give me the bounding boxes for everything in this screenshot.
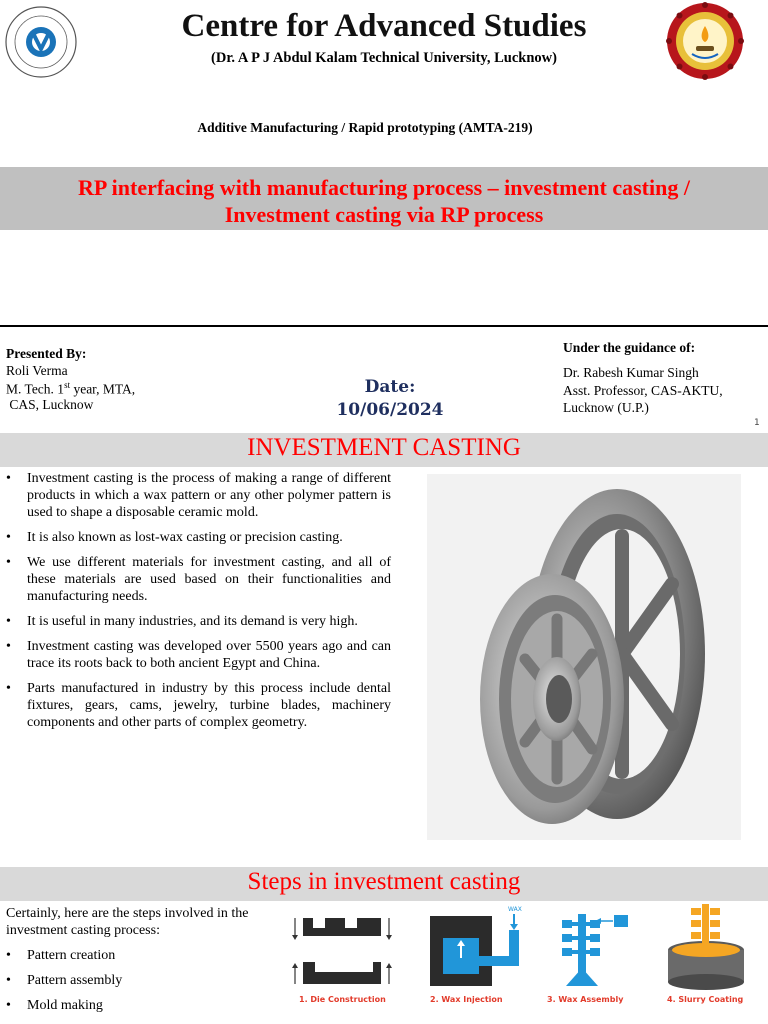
presenter-program-sup: st <box>64 380 71 390</box>
step-item: • Mold making <box>6 997 122 1022</box>
cast-wheel-photo <box>427 474 741 840</box>
step-caption: 1. Die Construction <box>299 995 386 1004</box>
step-item: • Pattern creation <box>6 947 122 972</box>
steps-list <box>6 947 122 1022</box>
wax-injection-icon <box>430 906 522 986</box>
university-subtitle: (Dr. A P J Abdul Kalam Technical University, Lucknow) <box>211 50 557 66</box>
section-title-steps: Steps in investment casting <box>247 868 521 895</box>
steps-intro-text: Certainly, here are the steps involved in the investment casting process: <box>6 906 249 938</box>
guide-heading: Under the guidance of: <box>563 340 696 355</box>
presenter-name: Roli Verma <box>6 363 68 378</box>
bullet-item: • It is also known as lost-wax casting or precision casting. <box>6 529 391 546</box>
guide-name: Dr. Rabesh Kumar Singh <box>563 365 699 380</box>
slide-title-line1: RP interfacing with manufacturing process – investment casting / <box>78 175 690 200</box>
step-item: • Pattern assembly <box>6 972 122 997</box>
bullet-item: • Parts manufactured in industry by this process include dental fixtures, gears, cams, jewelry, turbine blades, machinery components and other parts of complex geometry. <box>6 680 391 731</box>
presenter-program-rest: year, MTA, <box>70 381 136 397</box>
slide-title-line2: Investment casting via RP process <box>224 202 544 227</box>
step-caption: 4. Slurry Coating <box>667 995 744 1004</box>
guide-place: Lucknow (U.P.) <box>563 400 649 415</box>
date-label: Date: <box>364 377 416 397</box>
section-title-investment: INVESTMENT CASTING <box>247 434 521 461</box>
institution-title: Centre for Advanced Studies <box>181 8 587 44</box>
die-icon <box>292 918 392 984</box>
slide-title <box>10 174 758 228</box>
presenter-heading: Presented By: <box>6 346 87 361</box>
presenter-program <box>6 380 135 398</box>
bullet-item: • It is useful in many industries, and its demand is very high. <box>6 613 391 630</box>
page-number: 1 <box>754 418 760 428</box>
bullet-item: • Investment casting is the process of making a range of different products in which a wax pattern or any other polymer pattern is used to shape a disposable ceramic mold. <box>6 470 391 521</box>
process-steps-illustration <box>283 900 768 1015</box>
bullet-item: • We use different materials for investment casting, and all of these materials are used based on their functionalities and manufacturing needs. <box>6 554 391 605</box>
step-caption: 3. Wax Assembly <box>547 995 624 1004</box>
presenter-program-text: M. Tech. 1 <box>6 381 65 397</box>
bullet-item: • Investment casting was developed over 5500 years ago and can trace its roots back to both ancient Egypt and China. <box>6 638 391 672</box>
wax-label: WAX <box>508 906 522 913</box>
presenter-institute: CAS, Lucknow <box>6 397 94 412</box>
divider <box>0 325 768 327</box>
investment-bullet-list <box>6 470 391 739</box>
course-code: Additive Manufacturing / Rapid prototyping (AMTA-219) <box>197 120 533 135</box>
date-value: 10/06/2024 <box>336 400 444 420</box>
aktu-seal <box>666 2 744 80</box>
slurry-coating-icon <box>668 904 744 990</box>
wax-assembly-icon <box>562 914 628 986</box>
guide-position: Asst. Professor, CAS-AKTU, <box>563 383 723 398</box>
step-caption: 2. Wax Injection <box>430 995 503 1004</box>
